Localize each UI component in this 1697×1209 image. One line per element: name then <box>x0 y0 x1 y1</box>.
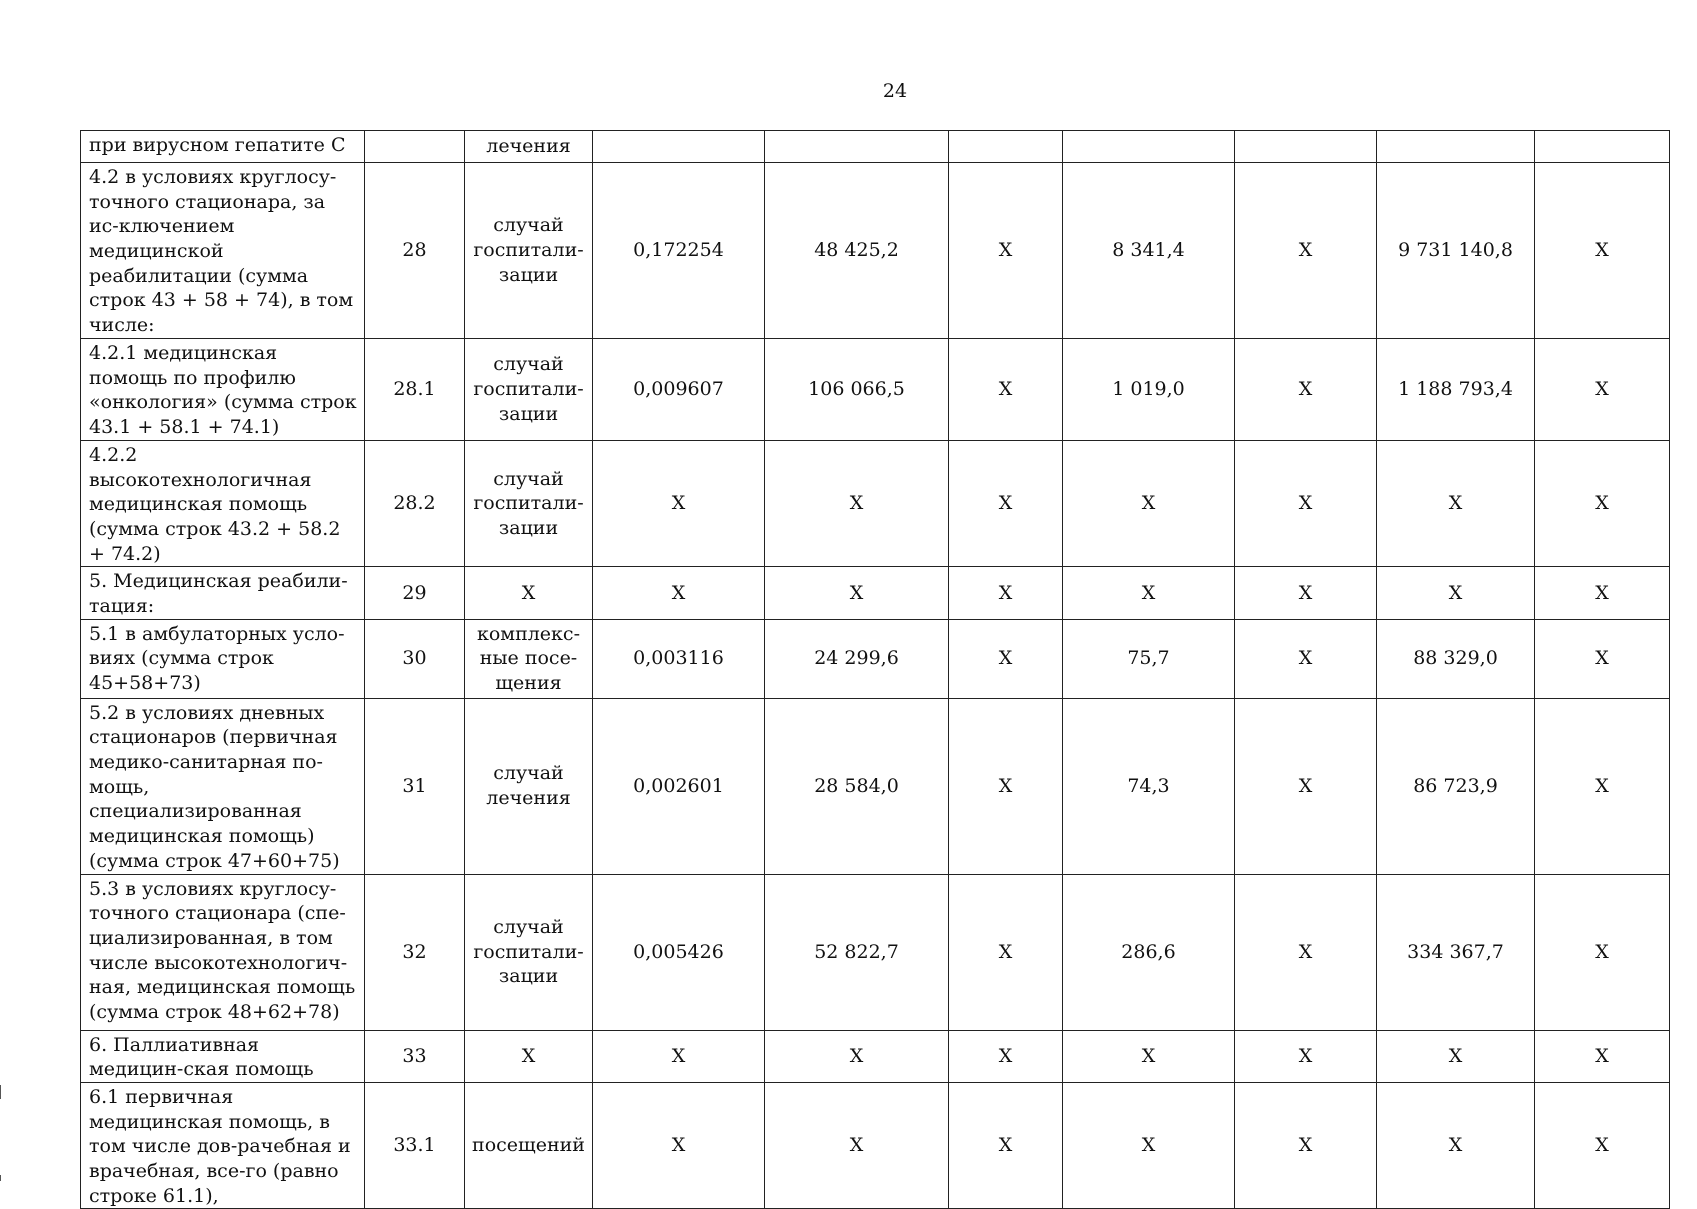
row-line-number: 33 <box>365 1030 465 1082</box>
table-row <box>81 619 1670 698</box>
table-row <box>81 874 1670 1030</box>
value-cell: X <box>949 619 1063 698</box>
value-cell: X <box>1377 567 1535 619</box>
unit-cell: случай госпитали-зации <box>465 440 593 566</box>
table-row <box>81 163 1670 339</box>
row-name-cell: 4.2.2 высокотехнологичная медицинская помощь (сумма строк 43.2 + 58.2 + 74.2) <box>81 440 365 566</box>
value-cell: X <box>1235 874 1377 1030</box>
value-cell: X <box>949 567 1063 619</box>
value-cell: X <box>1535 567 1670 619</box>
value-cell: X <box>949 698 1063 874</box>
row-name-cell: 5.1 в амбулаторных усло-виях (сумма строк 45+58+73) <box>81 619 365 698</box>
value-cell: X <box>1235 338 1377 440</box>
row-line-number: 28.1 <box>365 338 465 440</box>
value-cell: X <box>949 338 1063 440</box>
unit-cell: комплекс-ные посе-щения <box>465 619 593 698</box>
value-cell: 9 731 140,8 <box>1377 163 1535 339</box>
value-cell: X <box>593 1030 765 1082</box>
value-cell: X <box>1063 1030 1235 1082</box>
row-line-number: 32 <box>365 874 465 1030</box>
value-cell: 8 341,4 <box>1063 163 1235 339</box>
value-cell: X <box>765 567 949 619</box>
row-name-cell: 5. Медицинская реабили-тация: <box>81 567 365 619</box>
value-cell: X <box>1535 619 1670 698</box>
value-cell: X <box>1063 1082 1235 1208</box>
value-cell: X <box>1535 698 1670 874</box>
table-row <box>81 131 1670 163</box>
row-line-number: 31 <box>365 698 465 874</box>
value-cell: 52 822,7 <box>765 874 949 1030</box>
table-row <box>81 338 1670 440</box>
unit-cell: случай госпитали-зации <box>465 338 593 440</box>
value-cell: 48 425,2 <box>765 163 949 339</box>
unit-cell: X <box>465 567 593 619</box>
table-row <box>81 1082 1670 1208</box>
unit-cell: посещений <box>465 1082 593 1208</box>
value-cell: X <box>1377 1082 1535 1208</box>
row-line-number: 30 <box>365 619 465 698</box>
row-line-number: 28 <box>365 163 465 339</box>
value-cell <box>765 131 949 163</box>
value-cell: 1 019,0 <box>1063 338 1235 440</box>
row-name-cell: 6. Паллиативная медицин-ская помощь <box>81 1030 365 1082</box>
value-cell: X <box>593 440 765 566</box>
value-cell: X <box>949 874 1063 1030</box>
value-cell: X <box>1535 440 1670 566</box>
value-cell <box>1377 131 1535 163</box>
value-cell: X <box>1235 567 1377 619</box>
value-cell: X <box>1535 874 1670 1030</box>
value-cell: X <box>1235 1030 1377 1082</box>
value-cell: X <box>1063 440 1235 566</box>
unit-cell: X <box>465 1030 593 1082</box>
unit-cell: случай госпитали-зации <box>465 874 593 1030</box>
scan-margin-mark <box>0 1085 5 1099</box>
row-line-number: 33.1 <box>365 1082 465 1208</box>
value-cell: 74,3 <box>1063 698 1235 874</box>
value-cell: X <box>765 1082 949 1208</box>
value-cell: X <box>1377 1030 1535 1082</box>
value-cell: X <box>593 1082 765 1208</box>
value-cell: X <box>1235 698 1377 874</box>
value-cell: X <box>1377 440 1535 566</box>
unit-cell: лечения <box>465 131 593 163</box>
scan-margin-mark <box>0 1175 5 1181</box>
medical-care-table <box>80 130 1670 1209</box>
page-number: 24 <box>882 80 908 102</box>
value-cell: X <box>949 440 1063 566</box>
value-cell: X <box>765 1030 949 1082</box>
row-name-cell: 4.2 в условиях круглосу-точного стационара, за ис-ключением медицинской реабилитации (сумма строк 43 + 58 + 74), в том числе: <box>81 163 365 339</box>
table-row <box>81 440 1670 566</box>
value-cell <box>949 131 1063 163</box>
value-cell: X <box>1535 163 1670 339</box>
row-name-cell: 4.2.1 медицинская помощь по профилю «онкология» (сумма строк 43.1 + 58.1 + 74.1) <box>81 338 365 440</box>
row-name-cell: 6.1 первичная медицинская помощь, в том числе дов-рачебная и врачебная, все-го (равно строке 61.1), <box>81 1082 365 1208</box>
unit-cell: случай лечения <box>465 698 593 874</box>
table-row <box>81 567 1670 619</box>
value-cell <box>1063 131 1235 163</box>
value-cell: 286,6 <box>1063 874 1235 1030</box>
value-cell <box>593 131 765 163</box>
value-cell: X <box>1063 567 1235 619</box>
row-line-number <box>365 131 465 163</box>
value-cell: X <box>1235 619 1377 698</box>
value-cell <box>1235 131 1377 163</box>
row-name-cell: 5.3 в условиях круглосу-точного стационара (спе-циализированная, в том числе высокотехнологич-ная, медицинская помощь (сумма строк 48+62+78) <box>81 874 365 1030</box>
value-cell: 0,002601 <box>593 698 765 874</box>
value-cell: X <box>949 163 1063 339</box>
value-cell: 28 584,0 <box>765 698 949 874</box>
table-row <box>81 1030 1670 1082</box>
value-cell: 0,005426 <box>593 874 765 1030</box>
value-cell: 106 066,5 <box>765 338 949 440</box>
value-cell: X <box>1235 440 1377 566</box>
value-cell: X <box>1235 1082 1377 1208</box>
value-cell: X <box>1535 338 1670 440</box>
value-cell: X <box>593 567 765 619</box>
row-line-number: 28.2 <box>365 440 465 566</box>
value-cell: X <box>1535 1082 1670 1208</box>
value-cell: 86 723,9 <box>1377 698 1535 874</box>
value-cell: 0,003116 <box>593 619 765 698</box>
value-cell: X <box>949 1082 1063 1208</box>
row-line-number: 29 <box>365 567 465 619</box>
value-cell: X <box>1535 1030 1670 1082</box>
value-cell: 0,009607 <box>593 338 765 440</box>
value-cell: X <box>765 440 949 566</box>
value-cell: X <box>1235 163 1377 339</box>
value-cell: 1 188 793,4 <box>1377 338 1535 440</box>
table-row <box>81 698 1670 874</box>
value-cell: 88 329,0 <box>1377 619 1535 698</box>
row-name-cell: 5.2 в условиях дневных стационаров (первичная медико-санитарная по-мощь, специализированная медицинская помощь) (сумма строк 47+60+75) <box>81 698 365 874</box>
unit-cell: случай госпитали-зации <box>465 163 593 339</box>
row-name-cell: при вирусном гепатите С <box>81 131 365 163</box>
value-cell: 75,7 <box>1063 619 1235 698</box>
value-cell: 334 367,7 <box>1377 874 1535 1030</box>
value-cell: X <box>949 1030 1063 1082</box>
value-cell: 24 299,6 <box>765 619 949 698</box>
value-cell <box>1535 131 1670 163</box>
value-cell: 0,172254 <box>593 163 765 339</box>
